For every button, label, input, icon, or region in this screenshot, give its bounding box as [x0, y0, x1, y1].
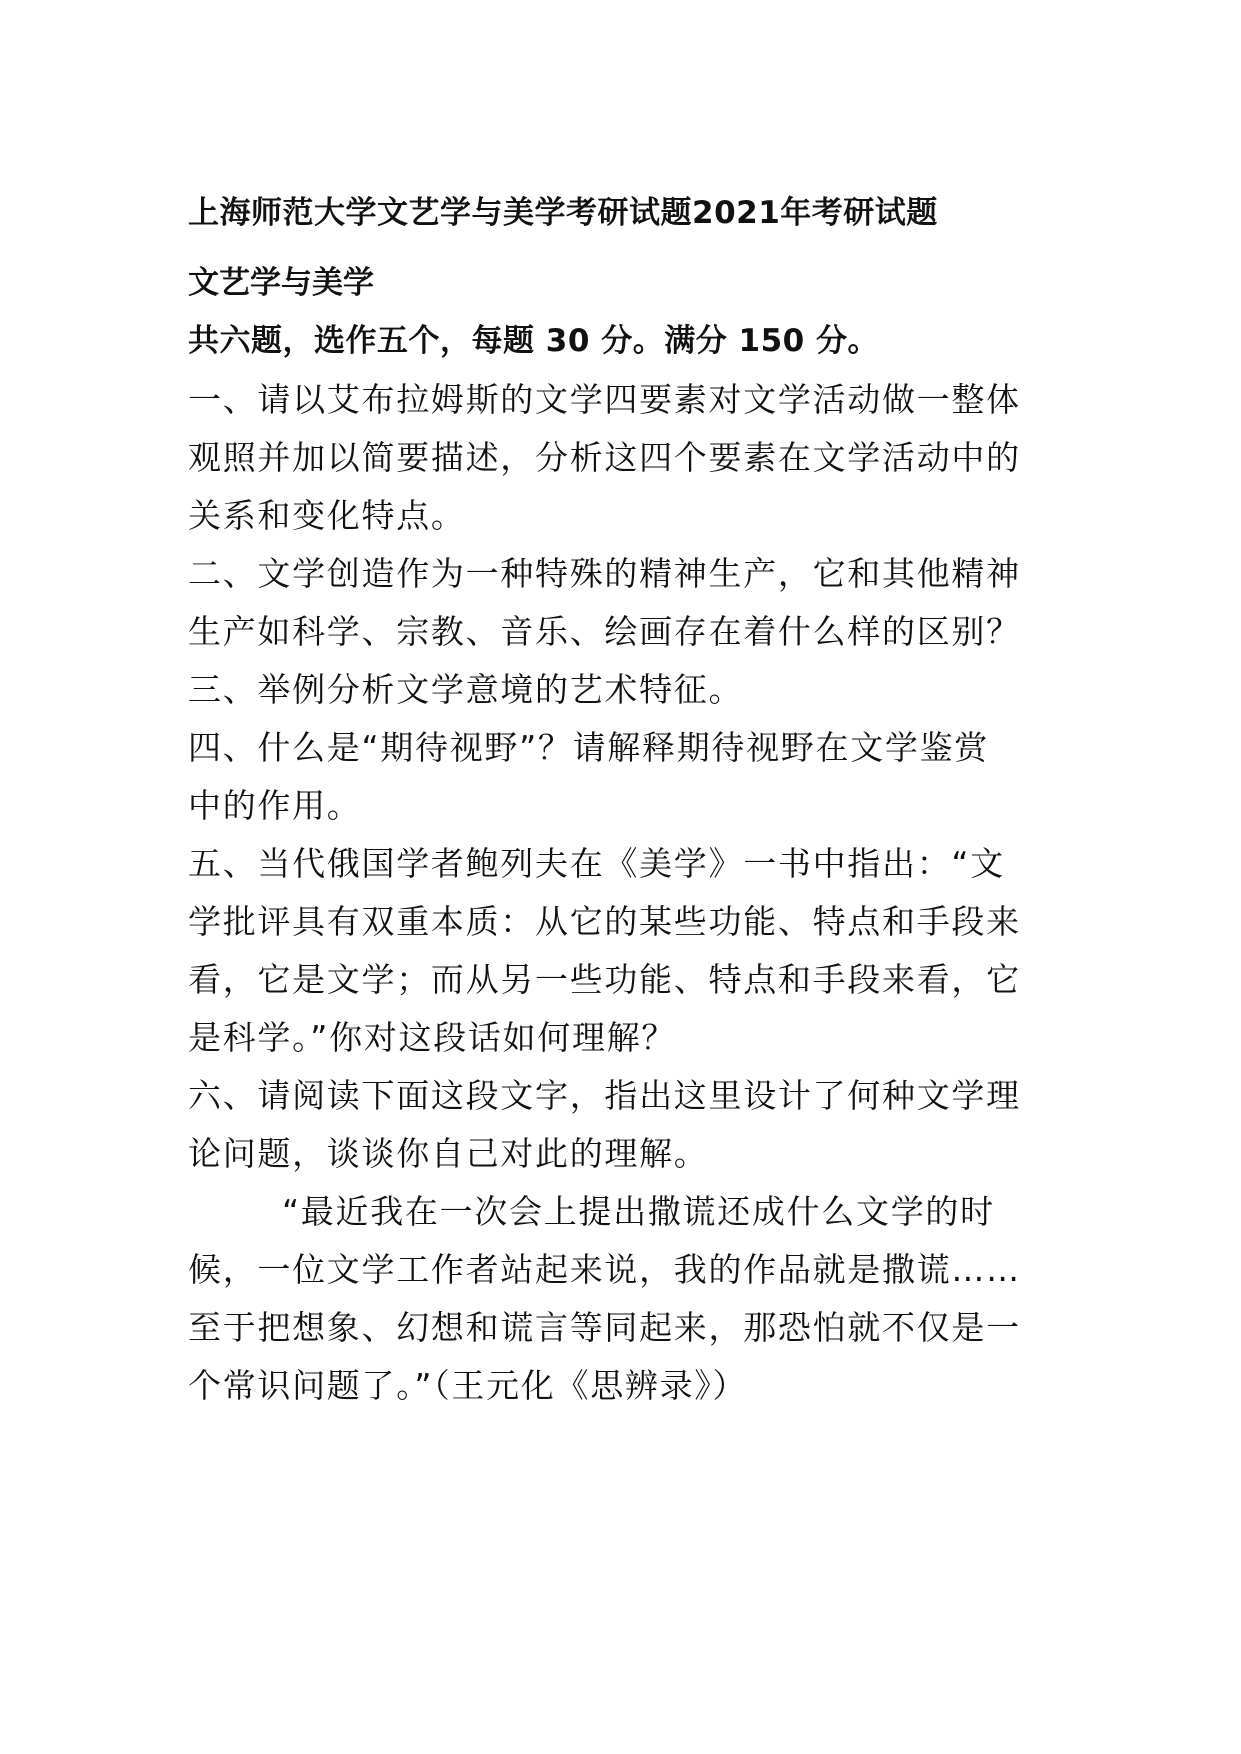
question-5-line-4: 是科学。”你对这段话如何理解？ — [188, 1018, 677, 1057]
exam-instructions: 共六题，选作五个，每题 30 分。满分 150 分。 — [188, 323, 880, 359]
document-title: 上海师范大学文艺学与美学考研试题2021年考研试题 — [188, 195, 938, 231]
question-6-line-2: 论问题，谈谈你自己对此的理解。 — [188, 1134, 709, 1173]
quote-line-2: 候，一位文学工作者站起来说，我的作品就是撒谎…… — [188, 1250, 1021, 1289]
quote-line-3: 至于把想象、幻想和谎言等同起来，那恐怕就不仅是一 — [188, 1308, 1021, 1347]
question-5-line-1: 五、当代俄国学者鲍列夫在《美学》一书中指出：“文 — [188, 844, 1005, 883]
quote-line-4: 个常识问题了。”（王元化《思辨录》） — [188, 1366, 748, 1405]
question-5-line-3: 看，它是文学；而从另一些功能、特点和手段来看，它 — [188, 960, 1021, 999]
question-4-line-1: 四、什么是“期待视野”？请解释期待视野在文学鉴赏 — [188, 728, 989, 767]
question-2-line-2: 生产如科学、宗教、音乐、绘画存在着什么样的区别？ — [188, 612, 1021, 651]
question-6-line-1: 六、请阅读下面这段文字，指出这里设计了何种文学理 — [188, 1076, 1021, 1115]
question-2-line-1: 二、文学创造作为一种特殊的精神生产，它和其他精神 — [188, 554, 1021, 593]
question-1-line-3: 关系和变化特点。 — [188, 496, 466, 535]
section-heading: 文艺学与美学 — [188, 265, 374, 301]
question-3-line-1: 三、举例分析文学意境的艺术特征。 — [188, 670, 744, 709]
quote-line-1: “最近我在一次会上提出撒谎还成什么文学的时 — [282, 1192, 995, 1231]
question-1-line-2: 观照并加以简要描述，分析这四个要素在文学活动中的 — [188, 438, 1021, 477]
question-5-line-2: 学批评具有双重本质：从它的某些功能、特点和手段来 — [188, 902, 1021, 941]
question-4-line-2: 中的作用。 — [188, 786, 362, 825]
question-1-line-1: 一、请以艾布拉姆斯的文学四要素对文学活动做一整体 — [188, 380, 1021, 419]
